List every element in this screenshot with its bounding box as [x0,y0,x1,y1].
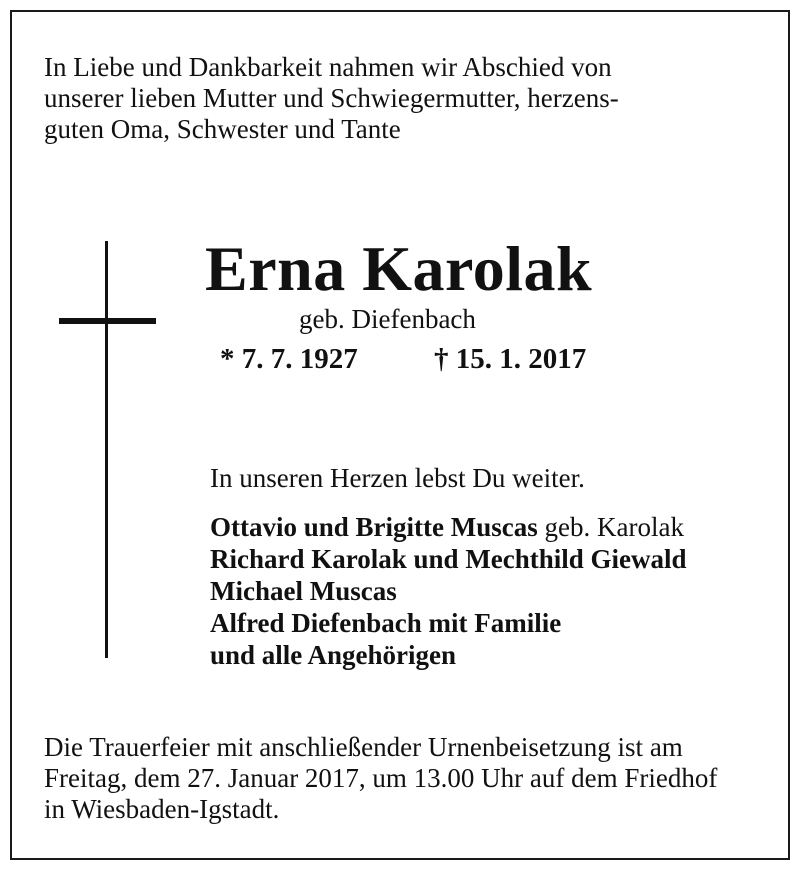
funeral-info [44,732,774,825]
death-date: † 15. 1. 2017 [434,343,587,375]
mourner-line: Richard Karolak und Mechthild Giewald [210,544,687,574]
intro-line: guten Oma, Schwester und Tante [44,114,401,144]
mourners-list [210,511,687,671]
mourner-maiden-note: geb. Karolak [537,512,684,542]
intro-text [44,52,774,145]
motto-text: In unseren Herzen lebst Du weiter. [210,463,585,493]
birth-date: * 7. 7. 1927 [220,343,358,375]
mourner-line: und alle Angehörigen [210,640,457,670]
funeral-line: Freitag, dem 27. Januar 2017, um 13.00 Uhr auf dem Friedhof [44,763,718,793]
cross-icon-horizontal [59,318,156,324]
intro-line: unserer lieben Mutter und Schwiegermutter, herzens- [44,83,619,113]
mourner-line: Alfred Diefenbach mit Familie [210,608,562,638]
mourner-name: Ottavio und Brigitte Muscas [210,512,538,542]
deceased-name: Erna Karolak [205,233,593,304]
cross-icon-vertical [105,241,108,658]
mourner-line [210,511,687,543]
funeral-line: in Wiesbaden-Igstadt. [44,794,280,824]
mourner-line: Michael Muscas [210,576,397,606]
maiden-name: geb. Diefenbach [299,304,476,334]
intro-line: In Liebe und Dankbarkeit nahmen wir Abschied von [44,52,612,82]
funeral-line: Die Trauerfeier mit anschließender Urnenbeisetzung ist am [44,732,683,762]
